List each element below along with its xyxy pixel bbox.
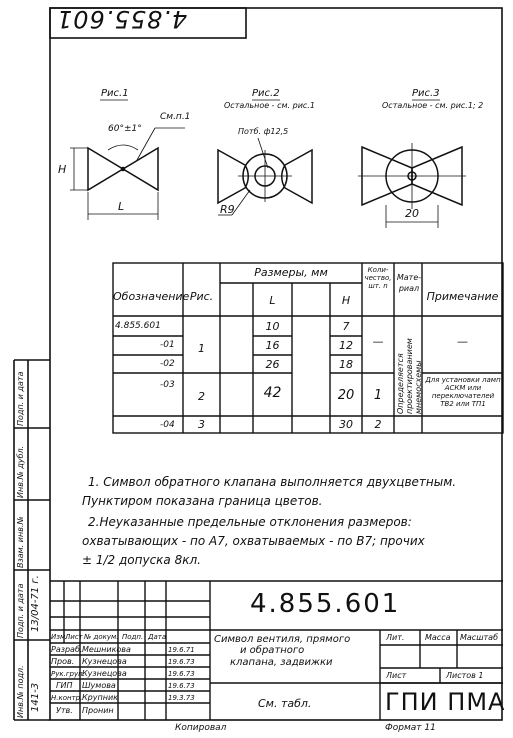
signer-name-2: Кузнецова — [82, 657, 127, 666]
signer-role-2: Пров. — [51, 657, 75, 666]
signer-date-1: 19.6.71 — [168, 646, 195, 654]
footer-copied: Копировал — [175, 723, 227, 733]
sheet-label: Лист — [386, 671, 407, 680]
signer-name-4: Шумова — [82, 681, 116, 690]
signer-date-4: 19.6.73 — [168, 682, 195, 690]
fig2-hole: Потб. ф12,5 — [238, 127, 289, 136]
fig1-dim-l: L — [118, 200, 125, 213]
signer-date-5: 19.3.73 — [168, 694, 195, 702]
col-doc: № докум. — [84, 633, 119, 641]
margin-inv-no-label: Инв.№ подл. — [16, 665, 25, 718]
row1-note: — — [457, 335, 468, 348]
fig3-subtitle: Остальное - см. рис.1; 2 — [382, 101, 484, 110]
th-designation: Обозначение — [113, 290, 190, 303]
signer-date-3: 19.6.73 — [168, 670, 195, 678]
th-note: Примечание — [426, 290, 499, 303]
row2-h: 18 — [339, 358, 353, 371]
signer-name-5: Крупник — [82, 693, 118, 702]
row1-h: 12 — [339, 339, 353, 352]
fig3-title: Рис.3 — [412, 88, 440, 99]
col-sign: Подп. — [122, 633, 144, 641]
row3-n: 1 — [373, 388, 383, 403]
row4-n: 2 — [374, 418, 382, 431]
material-ref: См. табл. — [258, 697, 312, 710]
note-line-2: Пунктиром показана граница цветов. — [82, 494, 323, 508]
row0-designation: 4.855.601 — [115, 321, 161, 331]
signer-role-6: Утв. — [56, 706, 73, 715]
th-sizes: Размеры, мм — [254, 266, 328, 279]
signer-role-1: Разраб. — [51, 645, 83, 654]
row0-l: 10 — [265, 320, 280, 333]
doc-code: 4.855.601 — [250, 589, 401, 619]
row2-designation: -02 — [160, 359, 175, 369]
row3-l: 42 — [263, 385, 282, 401]
margin-date-value: 13/04-71 г. — [30, 575, 41, 632]
th-material: Мате-риал — [396, 273, 422, 293]
signer-name-1: Мешникова — [82, 645, 131, 654]
signer-name-6: Пронин — [82, 706, 114, 715]
footer-format: Формат 11 — [385, 723, 436, 733]
row1-l: 16 — [265, 339, 280, 352]
signer-date-2: 19.6.73 — [168, 658, 195, 666]
th-fig: Рис. — [189, 290, 214, 303]
row3-fig: 2 — [198, 390, 205, 403]
row4-fig: 3 — [198, 418, 205, 431]
top-code-rotated: 4.855.601 — [56, 5, 188, 33]
fig1-title: Рис.1 — [101, 88, 129, 99]
lit-label: Лит. — [386, 633, 405, 642]
th-l: L — [269, 294, 276, 307]
row1-designation: -01 — [160, 340, 175, 350]
title-line-1: Символ вентиля, прямого — [214, 634, 351, 645]
fig1-angle: 60°±1° — [108, 124, 142, 134]
title-line-3: клапана, задвижки — [230, 657, 333, 668]
row4-designation: -04 — [160, 420, 175, 430]
row1-fig: 1 — [198, 342, 205, 355]
mass-label: Масса — [425, 633, 451, 642]
margin-sign-date-2-label: Подп. и дата — [16, 371, 25, 426]
row3-designation: -03 — [160, 380, 175, 390]
fig3-dim: 20 — [405, 207, 419, 220]
signer-name-3: Кузнецова — [82, 669, 127, 678]
margin-sign-date-label: Подп. и дата — [16, 583, 25, 638]
col-izm: Изм. — [51, 633, 68, 641]
fig1-shape — [70, 128, 185, 220]
material-text: Определяется проектированием мнемосхемы — [396, 338, 423, 414]
note-line-1: 1. Символ обратного клапана выполняется двухцветным. — [88, 475, 457, 489]
margin-dup-label: Инв.№ дубл. — [16, 445, 25, 498]
row3-note: Для установки ламп АСКМ или переключателей ТВ2 или ТП1 — [425, 376, 501, 408]
title-line-2: и обратного — [240, 645, 305, 656]
row1-n: — — [372, 335, 384, 348]
margin-replace-label: Взам. инв.№ — [16, 516, 25, 568]
scale-label: Масштаб — [460, 633, 499, 642]
note-line-3: 2.Неуказанные предельные отклонения размеров: — [88, 515, 412, 529]
col-date: Дата — [148, 633, 167, 641]
fig2-subtitle: Остальное - см. рис.1 — [224, 101, 315, 110]
th-count: Коли-чество, шт. n — [364, 266, 392, 290]
fig1-ref: См.п.1 — [160, 112, 191, 122]
row4-h: 30 — [339, 418, 353, 431]
note-line-4: охватывающих - по А7, охватываемых - по В7; прочих — [82, 534, 425, 548]
margin-inv-no-value: 141-3 — [30, 682, 41, 712]
org-name: ГПИ ПМА — [385, 688, 506, 716]
fig2-title: Рис.2 — [252, 88, 280, 99]
fig2-radius: R9 — [220, 203, 235, 216]
sheets-label: Листов 1 — [446, 671, 484, 680]
row2-l: 26 — [265, 358, 280, 371]
signer-role-5: Н.контр. — [51, 694, 83, 702]
signer-role-3: Рук.груп. — [51, 670, 85, 678]
note-line-5: ± 1/2 допуска 8кл. — [82, 553, 201, 567]
row3-h: 20 — [337, 388, 355, 403]
signer-role-4: ГИП — [56, 681, 73, 690]
fig1-dim-h: Н — [58, 163, 67, 176]
th-h: Н — [341, 294, 351, 307]
row0-h: 7 — [342, 320, 350, 333]
col-list: Лист — [65, 633, 83, 641]
